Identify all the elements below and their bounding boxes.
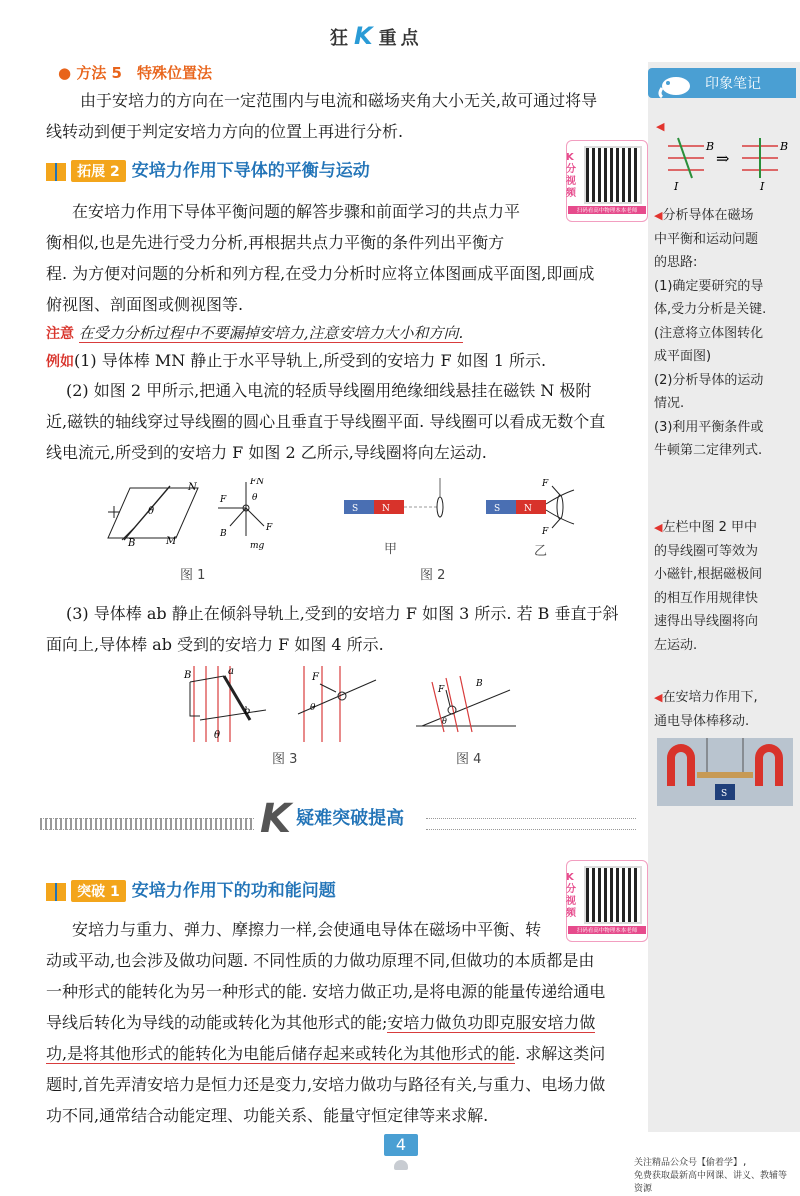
break1-p7: 功不同,通常结合动能定理、功能关系、能量守恒定律等来求解. xyxy=(46,1106,489,1125)
fig1-b2: B xyxy=(220,529,227,539)
banner-dots-left xyxy=(40,818,254,830)
ext2-p3: 程. 为方便对问题的分析和列方程,在受力分析时应将立体图画成平面图,即画成 xyxy=(46,264,595,283)
sidebar-note-1: ◀分析导体在磁场 中平衡和运动问题 的思路: (1)确定要研究的导 体,受力分析是关键. (注意将立体图转化 成平面图) (2)分析导体的运动 情况. (3)利用平衡条件或 牛顿第二定律列式. xyxy=(654,208,767,458)
fig3-theta: θ xyxy=(214,730,221,741)
fig1-ff: F xyxy=(220,495,227,505)
diag-i2: I xyxy=(760,180,765,193)
fig1-caption: 图 1 xyxy=(180,568,206,583)
fig2-yi: 乙 xyxy=(534,544,548,559)
fig4-caption: 图 4 xyxy=(456,752,482,767)
fig1-theta: θ xyxy=(148,506,155,517)
fig1-b: B xyxy=(128,538,136,549)
figure-2 xyxy=(340,474,580,534)
break1-heading: 突破 1 安培力作用下的功和能问题 xyxy=(46,876,336,902)
fig1-mg: mg xyxy=(250,541,265,551)
example-label: 例如 xyxy=(46,354,74,370)
leaf-icon: ● xyxy=(58,64,72,82)
diag-b2: B xyxy=(780,140,789,153)
fig3-a: a xyxy=(228,666,234,677)
fig3-caption: 图 3 xyxy=(272,752,298,767)
fig2-n2: N xyxy=(524,504,532,514)
ext2-example-2a: (2) 如图 2 甲所示,把通入电流的轻质导线圈用绝缘细线悬挂在磁铁 N 极附 xyxy=(66,381,592,400)
diag-arrow: ⇒ xyxy=(716,149,730,168)
fig3-b: B xyxy=(184,670,192,681)
ext2-qr-code[interactable] xyxy=(584,146,642,204)
fig1-theta2: θ xyxy=(252,493,258,503)
svg-text:◀: ◀ xyxy=(656,120,665,133)
break1-p4: 导线后转化为导线的动能或转化为其他形式的能;安培力做负功即克服安培力做 xyxy=(46,1013,596,1032)
break1-qr-caption: 扫码看高中物理本本老师 xyxy=(568,926,646,934)
fig2-caption: 图 2 xyxy=(420,568,446,583)
break1-p2: 动或平动,也会涉及做功问题. 不同性质的力做功原理不同,但做功的本质都是由 xyxy=(46,951,595,970)
fig2-jia: 甲 xyxy=(384,542,398,557)
footer-note: 关注精品公众号【偷着学】, 免费获取最新高中网课、讲义、教辅等资源 xyxy=(634,1158,788,1194)
ext2-note xyxy=(46,322,646,343)
diag-i1: I xyxy=(674,180,679,193)
book-icon xyxy=(46,163,66,181)
photo-label: S xyxy=(721,789,728,799)
break1-p1: 安培力与重力、弹力、摩擦力一样,会使通电导体在磁场中平衡、转 xyxy=(72,920,542,939)
header-left: 狂 xyxy=(330,28,352,49)
ext2-example-2c: 线电流元,所受到的安培力 F 如图 2 乙所示,导线圈将向左运动. xyxy=(46,443,487,462)
ext2-example-2b: 近,磁铁的轴线穿过导线圈的圆心且垂直于导线圈平面. 导线圈可以看成无数个直 xyxy=(46,412,606,431)
fig1-fn: FN xyxy=(250,478,265,487)
header-k-logo: K xyxy=(354,22,377,50)
fig4-theta: θ xyxy=(442,717,447,726)
note-text: 在受力分析过程中不要漏掉安培力,注意安培力大小和方向. xyxy=(78,324,464,342)
break1-p3: 一种形式的能转化为另一种形式的能. 安培力做正功,是将电源的能量传递给通电 xyxy=(46,982,606,1001)
ext2-example-3a: (3) 导体棒 ab 静止在倾斜导轨上,受到的安培力 F 如图 3 所示. 若 B 垂直于斜 xyxy=(66,604,619,623)
bird-icon xyxy=(394,1160,408,1170)
fig2-f1: F xyxy=(542,479,549,489)
fig1-fr: F xyxy=(266,523,273,533)
ext2-p1: 在安培力作用下导体平衡问题的解答步骤和前面学习的共点力平 xyxy=(72,202,521,221)
ext2-example-3b: 面向上,导体棒 ab 受到的安培力 F 如图 4 所示. xyxy=(46,635,384,654)
sidebar-note-2: ◀左栏中图 2 甲中 的导线圈可等效为 小磁针,根据磁极间 的相互作用规律快 速得出导线圈将向 左运动. xyxy=(654,520,763,653)
fig1-n: N xyxy=(188,482,197,493)
banner-dots-right xyxy=(426,818,636,830)
fig4-f: F xyxy=(438,685,445,695)
ext2-example-1: 例如(1) 导体棒 MN 静止于水平导轨上,所受到的安培力 F 如图 1 所示. xyxy=(46,351,547,370)
method5-text-2: 线转动到便于判定安培力方向的位置上再进行分析. xyxy=(46,122,404,141)
ext2-p2: 衡相似,也是先进行受力分析,再根据共点力平衡的条件列出平衡方 xyxy=(46,233,505,252)
method5-text: 由于安培力的方向在一定范围内与电流和磁场夹角大小无关,故可通过将导 xyxy=(80,91,598,110)
book-icon-2 xyxy=(46,883,66,901)
break1-p5: 功,是将其他形式的能转化为电能后储存起来或转化为其他形式的能. 求解这类问 xyxy=(46,1044,606,1063)
fig3-f: F xyxy=(312,672,319,683)
header-title xyxy=(330,22,423,50)
break1-p6: 题时,首先弄清安培力是恒力还是变力,安培力做功与路径有关,与重力、电场力做 xyxy=(46,1075,606,1094)
figure-3 xyxy=(180,662,380,744)
elephant-icon xyxy=(654,70,698,98)
fig2-s2: S xyxy=(494,504,501,514)
sidebar-diagram xyxy=(654,118,796,198)
sidebar-note-3: ◀在安培力作用下, 通电导体棒移动. xyxy=(654,690,758,729)
banner-k-logo: K xyxy=(260,796,291,842)
ext2-heading: 拓展 2 安培力作用下导体的平衡与运动 xyxy=(46,156,370,182)
ext2-qr-label: K分视频 xyxy=(566,152,576,199)
fig1-m: M xyxy=(166,536,177,547)
fig2-s: S xyxy=(352,504,359,514)
fig4-b: B xyxy=(476,679,483,689)
page-number: 4 xyxy=(384,1134,418,1156)
header-right: 重点 xyxy=(378,28,423,49)
banner-title: 疑难突破提高 xyxy=(296,808,405,829)
ext2-p4: 俯视图、剖面图或侧视图等. xyxy=(46,295,244,314)
break1-qr-label: K分视频 xyxy=(566,872,576,919)
figure-4 xyxy=(416,672,516,738)
diag-b1: B xyxy=(706,140,715,153)
method5-title: ● 方法 5 特殊位置法 xyxy=(58,64,212,82)
note-label: 注意 xyxy=(46,326,74,342)
fig2-f2: F xyxy=(542,527,549,534)
banner xyxy=(260,796,404,842)
fig3-theta2: θ xyxy=(310,703,316,713)
break1-qr-code[interactable] xyxy=(584,866,642,924)
ext2-qr-caption: 扫码看高中物理本本老师 xyxy=(568,206,646,214)
sidebar-title: 印象笔记 xyxy=(705,76,761,92)
fig2-n: N xyxy=(382,504,390,514)
magnet-photo xyxy=(657,738,793,806)
fig3-bb: b xyxy=(244,706,251,717)
figure-1 xyxy=(100,478,300,552)
